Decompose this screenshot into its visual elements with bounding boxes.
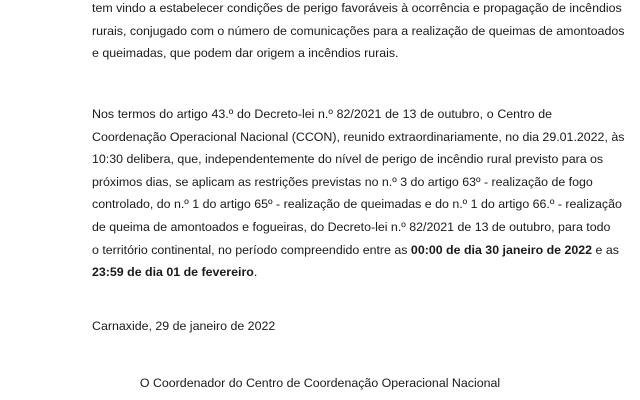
period-end-punctuation: . (253, 265, 258, 280)
text-line: de queima de amontoados e fogueiras, do Decreto-lei n.º 82/2021 de 13 de outubro, para todo (92, 219, 611, 234)
text-line (92, 239, 619, 262)
text-line: controlado, do n.º 1 do artigo 65º - realização de queimadas e do n.º 1 do artigo 66.º - realização (92, 197, 622, 212)
place-date: Carnaxide, 29 de janeiro de 2022 (92, 319, 276, 333)
period-text: o território continental, no período compreendido entre as (92, 242, 411, 257)
period-connector: e as (592, 242, 619, 257)
signature-line: O Coordenador do Centro de Coordenação Operacional Nacional (139, 376, 501, 390)
text-line: e queimadas, que podem dar origem a incêndios rurais. (92, 46, 399, 61)
text-line: próximos dias, se aplicam as restrições previstas no n.º 3 do artigo 63º - realização de fogo (92, 174, 593, 189)
text-line: 10:30 delibera, que, independentemente do nível de perigo de incêndio rural previsto para os (92, 152, 604, 167)
period-end: 23:59 de dia 01 de fevereiro (92, 265, 254, 280)
text-line (92, 261, 552, 284)
text-line: Coordenação Operacional Nacional (CCON), reunido extraordinariamente, no dia 29.01.2022, às (92, 129, 625, 144)
paragraph-conditions (92, 0, 625, 65)
text-line: Nos termos do artigo 43.º do Decreto-lei n.º 82/2021 de 13 de outubro, o Centro de (92, 107, 552, 121)
text-line: rurais, conjugado com o número de comunicações para a realização de queimas de amontoados (92, 23, 625, 38)
text-line: tem vindo a estabelecer condições de perigo favoráveis à ocorrência e propagação de incêndios (92, 1, 622, 15)
paragraph-restrictions (92, 103, 625, 284)
period-start: 00:00 de dia 30 janeiro de 2022 (410, 242, 593, 257)
